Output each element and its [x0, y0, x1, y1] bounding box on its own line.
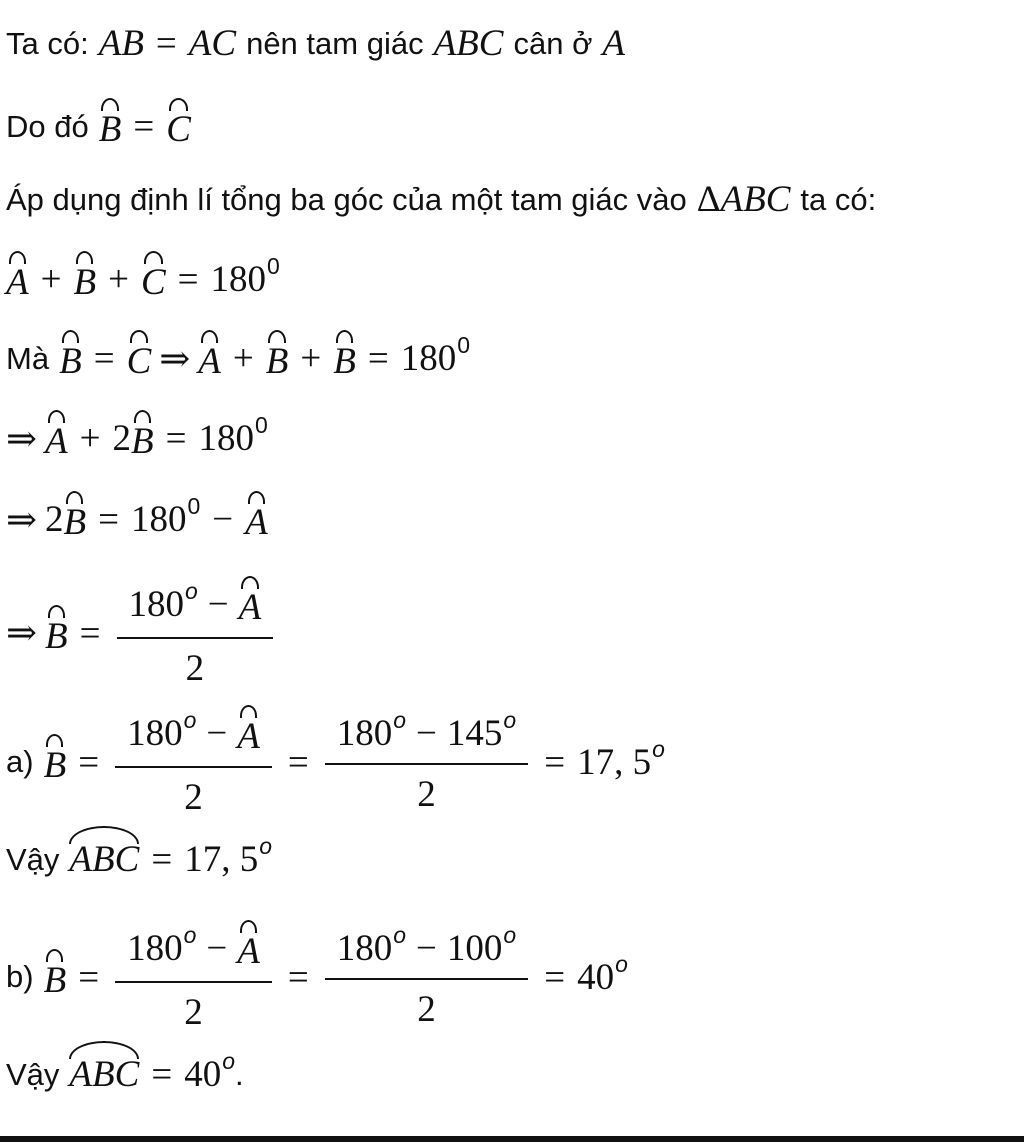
value: 180: [128, 584, 184, 625]
equals: =: [79, 612, 101, 654]
line-conclusion-a: [6, 833, 272, 881]
minus: −: [207, 584, 229, 625]
angle-b: B: [45, 609, 68, 658]
angle-b: B: [333, 334, 356, 383]
degree: o: [222, 1048, 235, 1074]
line-step-1: [6, 414, 268, 463]
minus: −: [206, 928, 228, 969]
implies-arrow: ⇒: [6, 418, 38, 460]
denominator: 2: [325, 978, 528, 1031]
text: Vậy: [6, 841, 60, 877]
equals: =: [177, 259, 199, 300]
line-conclusion-b: [6, 1048, 244, 1096]
plus: +: [40, 259, 62, 300]
degree: o: [183, 707, 197, 733]
fraction: [123, 580, 268, 690]
angle-a: A: [45, 414, 68, 463]
denominator: 2: [115, 981, 272, 1034]
degree: o: [652, 735, 665, 762]
degree: o: [183, 922, 197, 948]
minus: −: [212, 499, 234, 540]
line-theorem: [6, 178, 876, 221]
minus: −: [206, 713, 228, 754]
equals: =: [93, 338, 115, 379]
denominator: 2: [117, 637, 274, 690]
angle-b: B: [266, 334, 289, 383]
angle-abc: ABC: [69, 1054, 140, 1095]
equals: =: [367, 338, 389, 379]
exponent: 0: [254, 412, 268, 438]
text: Áp dụng định lí tổng ba góc của một tam giác vào: [6, 181, 687, 217]
bottom-rule: [0, 1136, 1024, 1142]
degree: o: [503, 922, 517, 948]
value: 180: [210, 259, 267, 300]
value: 180: [127, 928, 183, 969]
numerator: [121, 924, 266, 981]
angle-b: B: [44, 953, 67, 1002]
angle-b: B: [44, 738, 67, 787]
text: Vậy: [6, 1056, 60, 1092]
coefficient: 2: [112, 418, 131, 459]
line-step-3: [6, 578, 277, 688]
value: 180: [336, 928, 393, 969]
angle-a: A: [239, 580, 262, 629]
numerator: [331, 922, 522, 978]
text: Mà: [6, 340, 50, 376]
angle-a: A: [237, 709, 260, 758]
denominator: 2: [325, 763, 528, 816]
result: 40: [184, 1054, 222, 1095]
value: 180: [400, 338, 457, 379]
equals: =: [133, 106, 155, 147]
part-label: a): [6, 744, 34, 779]
implies-arrow: ⇒: [6, 499, 38, 541]
exponent: 0: [187, 493, 201, 519]
fraction: [331, 707, 522, 816]
equals: =: [155, 23, 177, 64]
segment-ab: AB: [98, 23, 144, 64]
value: 100: [446, 928, 503, 969]
degree: o: [185, 578, 198, 604]
degree: o: [393, 922, 407, 948]
angle-b: B: [99, 102, 122, 151]
degree: o: [259, 833, 272, 859]
text: nên tam giác: [246, 25, 424, 61]
fraction: [331, 922, 522, 1031]
result: 17, 5: [577, 741, 652, 783]
value: 180: [127, 713, 183, 754]
text: Do đó: [6, 108, 89, 144]
minus: −: [416, 928, 437, 969]
plus: +: [300, 338, 322, 379]
angle-b: B: [131, 414, 154, 463]
text: cân ở: [513, 25, 593, 61]
equals: =: [78, 956, 100, 998]
equals: =: [151, 839, 173, 880]
angle-a: A: [6, 255, 29, 304]
angle-c: C: [141, 255, 166, 304]
plus: +: [108, 259, 129, 300]
segment-ac: AC: [188, 23, 237, 64]
angle-abc: ABC: [69, 839, 140, 880]
degree: o: [615, 950, 628, 977]
equals: =: [98, 499, 119, 540]
plus: +: [79, 418, 101, 459]
numerator: [121, 709, 266, 766]
numerator: [123, 580, 268, 637]
triangle-name: ABC: [433, 23, 504, 64]
implies-arrow: ⇒: [159, 338, 191, 380]
value: 180: [131, 499, 187, 540]
value: 180: [336, 713, 393, 754]
fraction: [121, 924, 266, 1034]
denominator: 2: [115, 766, 272, 819]
angle-b: B: [64, 495, 87, 544]
angle-a: A: [237, 924, 260, 973]
exponent: 0: [457, 332, 471, 358]
value: 145: [446, 713, 503, 754]
equals: =: [287, 956, 309, 998]
exponent: 0: [267, 253, 280, 279]
line-isosceles: [6, 22, 625, 65]
angle-c: C: [127, 334, 152, 383]
vertex-a: A: [602, 23, 626, 64]
plus: +: [232, 338, 254, 379]
degree: o: [393, 707, 407, 733]
equals: =: [544, 741, 566, 783]
angle-a: A: [198, 334, 221, 383]
fraction: [121, 709, 266, 819]
degree: o: [503, 707, 517, 733]
delta-symbol: Δ: [696, 179, 721, 220]
result: 17, 5: [184, 839, 259, 880]
equals: =: [151, 1054, 173, 1095]
equals: =: [78, 741, 100, 783]
angle-b: B: [59, 334, 82, 383]
line-step-2: [6, 495, 268, 544]
coefficient: 2: [45, 499, 64, 540]
line-angles-equal: [6, 102, 191, 151]
angle-a: A: [245, 495, 268, 544]
line-angle-sum: [6, 255, 280, 304]
text: Ta có:: [6, 25, 89, 61]
line-part-a: [6, 707, 665, 817]
angle-b: B: [73, 255, 96, 304]
text: ta có:: [800, 181, 877, 217]
equals: =: [544, 956, 566, 998]
angle-c: C: [166, 102, 191, 151]
line-part-b: [6, 922, 628, 1032]
result: 40: [577, 956, 615, 998]
equals: =: [287, 741, 309, 783]
implies-arrow: ⇒: [6, 613, 38, 654]
period: .: [234, 1056, 244, 1092]
value: 180: [198, 418, 254, 459]
part-label: b): [6, 959, 34, 994]
equals: =: [165, 418, 187, 459]
numerator: [331, 707, 522, 763]
line-substitute: [6, 334, 470, 383]
minus: −: [416, 713, 437, 754]
triangle-name: ABC: [720, 179, 791, 220]
